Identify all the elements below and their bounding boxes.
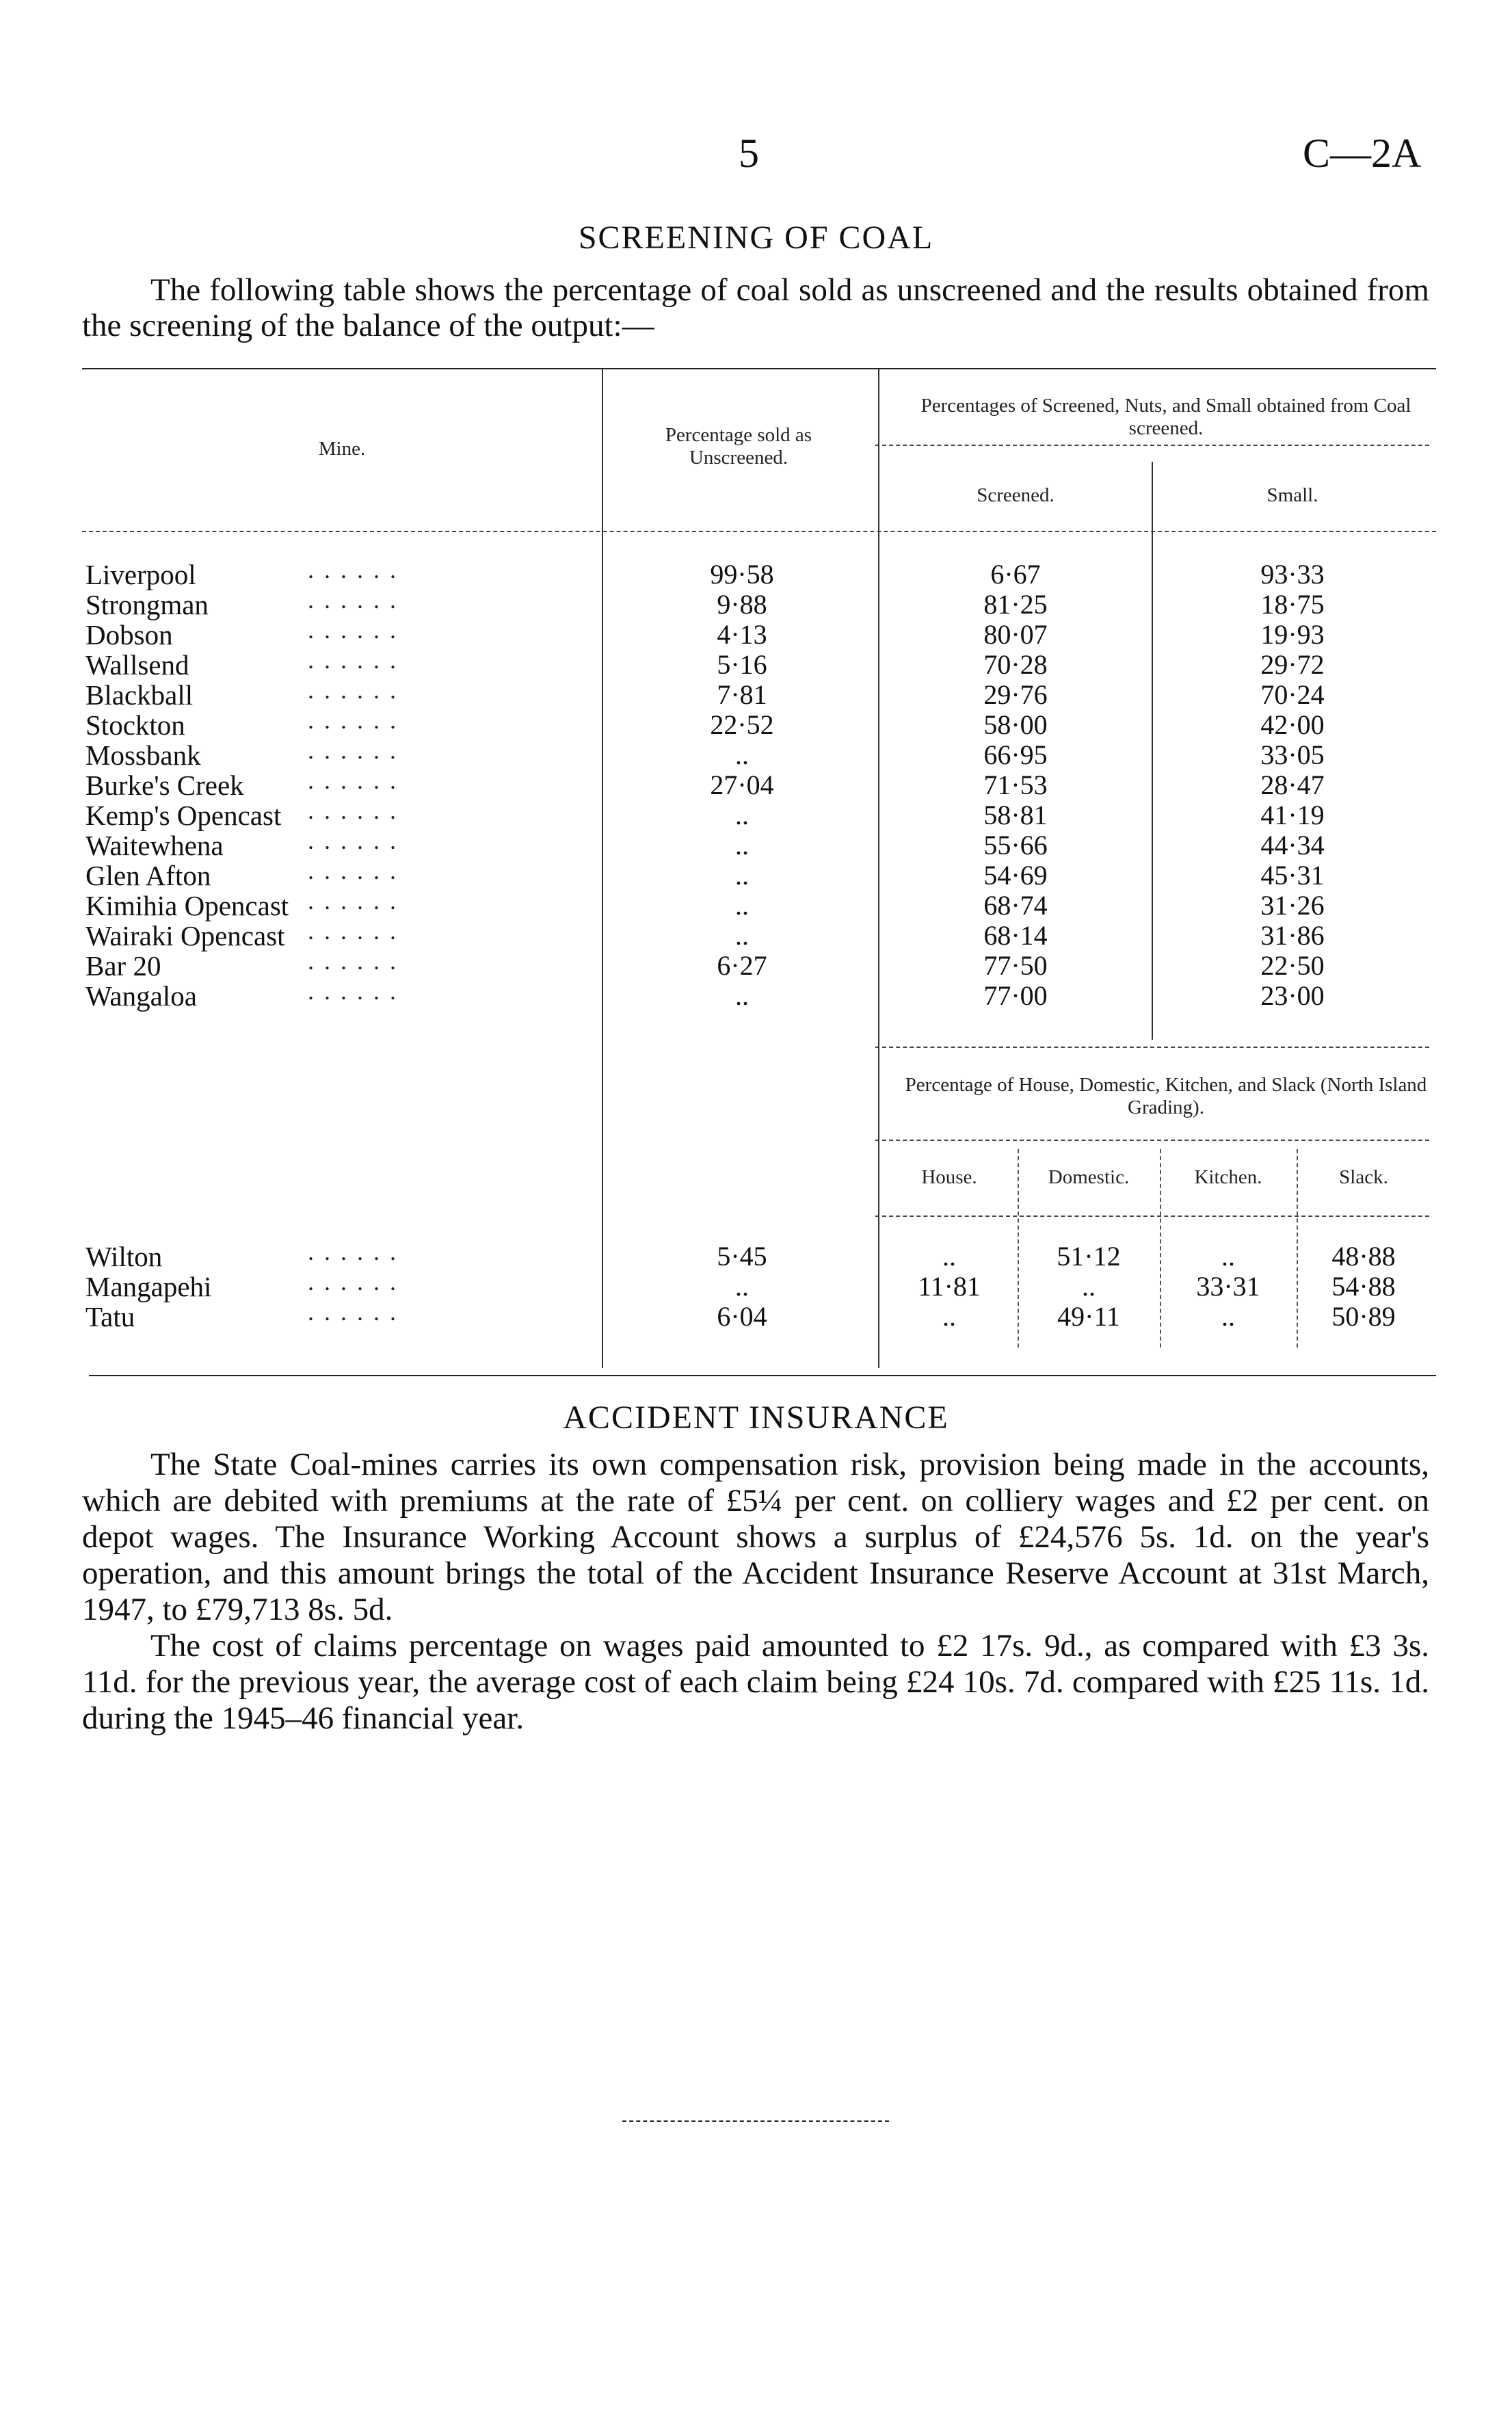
mine-name: Wilton xyxy=(85,1241,163,1272)
leader-dots: . . . . . . xyxy=(308,646,398,674)
slack-value: 54·88 xyxy=(1331,1271,1396,1302)
mine-name: Dobson xyxy=(85,619,173,651)
mine-name: Wallsend xyxy=(85,649,189,681)
slack-value: 50·89 xyxy=(1331,1301,1396,1332)
screened-value: 70·28 xyxy=(983,649,1048,680)
mine-name: Mangapehi xyxy=(85,1271,212,1302)
small-value: 93·33 xyxy=(1260,559,1325,590)
small-value: 44·34 xyxy=(1260,830,1325,860)
page-number: 5 xyxy=(739,131,759,176)
small-value: 31·86 xyxy=(1260,920,1325,951)
screening-intro xyxy=(82,272,1429,343)
table-bottom-rule xyxy=(89,1375,1436,1376)
col-header-mine: Mine. xyxy=(318,438,366,460)
col-header-group2: Percentage of House, Domestic, Kitchen, and Slack (North Island Grading). xyxy=(905,1074,1427,1118)
kitchen-value: 33·31 xyxy=(1196,1271,1260,1302)
section-title-screening: SCREENING OF COAL xyxy=(578,220,934,256)
small-value: 29·72 xyxy=(1260,649,1325,680)
leader-dots: . . . . . . xyxy=(308,1298,398,1326)
leader-dots: . . . . . . xyxy=(308,857,398,884)
mine-name: Stockton xyxy=(85,709,185,741)
house-value: .. xyxy=(942,1241,956,1272)
col-header-small: Small. xyxy=(1266,484,1318,506)
unscreened-value: .. xyxy=(735,920,749,951)
small-value: 18·75 xyxy=(1260,589,1325,620)
unscreened-value: 27·04 xyxy=(710,770,774,800)
screened-value: 77·00 xyxy=(983,980,1048,1011)
screened-value: 71·53 xyxy=(983,770,1048,800)
unscreened-value: .. xyxy=(735,800,749,830)
mine-name: Tatu xyxy=(85,1301,135,1332)
mine-name: Waitewhena xyxy=(85,830,224,861)
col-divider-3 xyxy=(1152,462,1153,1040)
document-reference: C—2A xyxy=(1303,131,1422,176)
house-value: 11·81 xyxy=(918,1271,981,1302)
table-top-rule xyxy=(82,368,1436,369)
col-header-slack: Slack. xyxy=(1339,1166,1388,1188)
paragraph-text: The cost of claims percentage on wages paid amounted to £2 17s. 9d., as compared with £3 3s. 11d. for the previous year, the average cost of each claim being £24 10s. 7d. compared with £25 11s. 1d. during the 1945–46 financial year. xyxy=(82,1628,1429,1736)
screened-value: 29·76 xyxy=(983,679,1048,710)
unscreened-value: 6·04 xyxy=(717,1301,767,1332)
unscreened-value: 6·27 xyxy=(717,950,767,981)
screened-value: 77·50 xyxy=(983,950,1048,981)
mine-name: Kemp's Opencast xyxy=(85,800,282,831)
small-value: 70·24 xyxy=(1260,679,1325,710)
col-divider-2 xyxy=(878,369,879,1368)
leader-dots: . . . . . . xyxy=(308,917,398,945)
leader-dots: . . . . . . xyxy=(308,737,398,764)
mine-name: Blackball xyxy=(85,679,194,711)
unscreened-value: .. xyxy=(735,890,749,921)
leader-dots: . . . . . . xyxy=(308,1238,398,1265)
leader-dots: . . . . . . xyxy=(308,977,398,1005)
unscreened-value: 22·52 xyxy=(710,709,774,740)
paragraph-text: The State Coal-mines carries its own compensation risk, provision being made in the accounts, which are debited with premiums at the rate of £5¼ per cent. on colliery wages and £2 per cent. on depot wages. The Insurance Working Account shows a surplus of £24,576 5s. 1d. on the year's operation, and this amount brings the total of the Accident Insurance Reserve Account at 31st March, 1947, to £79,713 8s. 5d. xyxy=(82,1447,1429,1627)
unscreened-value: .. xyxy=(735,739,749,770)
domestic-value: .. xyxy=(1082,1271,1096,1302)
col-header-unscreened: Percentage sold as Unscreened. xyxy=(665,424,812,469)
screened-value: 81·25 xyxy=(983,589,1048,620)
unscreened-value: .. xyxy=(735,860,749,891)
leader-dots: . . . . . . xyxy=(308,556,398,583)
insurance-paragraph-1 xyxy=(82,1447,1429,1628)
unscreened-value: 5·45 xyxy=(717,1241,767,1272)
unscreened-value: .. xyxy=(735,1271,749,1302)
screened-value: 80·07 xyxy=(983,619,1048,650)
leader-dots: . . . . . . xyxy=(308,586,398,614)
house-value: .. xyxy=(942,1301,956,1332)
screened-value: 54·69 xyxy=(983,860,1048,891)
screened-value: 68·74 xyxy=(983,890,1048,921)
mine-name: Liverpool xyxy=(85,559,196,590)
screened-value: 66·95 xyxy=(983,739,1048,770)
screened-value: 58·00 xyxy=(983,709,1048,740)
mine-name: Wangaloa xyxy=(85,980,197,1012)
leader-dots: . . . . . . xyxy=(308,947,398,975)
kitchen-value: .. xyxy=(1221,1301,1235,1332)
small-value: 23·00 xyxy=(1260,980,1325,1011)
small-value: 41·19 xyxy=(1260,800,1325,830)
small-value: 22·50 xyxy=(1260,950,1325,981)
col-header-screened: Screened. xyxy=(977,484,1055,506)
col-header-domestic: Domestic. xyxy=(1048,1166,1130,1188)
leader-dots: . . . . . . xyxy=(308,707,398,734)
group2-header-bottom-rule xyxy=(875,1215,1429,1217)
screened-value: 6·67 xyxy=(990,559,1041,590)
mine-name: Strongman xyxy=(85,589,209,620)
unscreened-value: 5·16 xyxy=(717,649,767,680)
leader-dots: . . . . . . xyxy=(308,887,398,915)
mine-name: Burke's Creek xyxy=(85,770,244,801)
screened-value: 55·66 xyxy=(983,830,1048,860)
small-value: 33·05 xyxy=(1260,739,1325,770)
unscreened-value: 7·81 xyxy=(717,679,767,710)
small-value: 28·47 xyxy=(1260,770,1325,800)
mine-name: Kimihia Opencast xyxy=(85,890,289,921)
mine-name: Wairaki Opencast xyxy=(85,920,285,951)
insurance-paragraph-2 xyxy=(82,1628,1429,1737)
small-value: 42·00 xyxy=(1260,709,1325,740)
domestic-value: 49·11 xyxy=(1057,1301,1120,1332)
group2-under-rule xyxy=(875,1140,1429,1141)
col-divider-1 xyxy=(602,369,603,1368)
col-header-kitchen: Kitchen. xyxy=(1194,1166,1262,1188)
unscreened-value: .. xyxy=(735,830,749,860)
unscreened-value: .. xyxy=(735,980,749,1011)
small-value: 31·26 xyxy=(1260,890,1325,921)
unscreened-value: 9·88 xyxy=(717,589,767,620)
unscreened-value: 4·13 xyxy=(717,619,767,650)
closing-rule xyxy=(622,2120,889,2122)
unscreened-value: 99·58 xyxy=(710,559,774,590)
leader-dots: . . . . . . xyxy=(308,797,398,824)
slack-value: 48·88 xyxy=(1331,1241,1396,1272)
screened-value: 58·81 xyxy=(983,800,1048,830)
small-value: 19·93 xyxy=(1260,619,1325,650)
leader-dots: . . . . . . xyxy=(308,1268,398,1296)
domestic-value: 51·12 xyxy=(1057,1241,1121,1272)
leader-dots: . . . . . . xyxy=(308,827,398,854)
group2-top-rule xyxy=(875,1047,1429,1048)
leader-dots: . . . . . . xyxy=(308,616,398,644)
small-value: 45·31 xyxy=(1260,860,1325,891)
screened-value: 68·14 xyxy=(983,920,1048,951)
mine-name: Bar 20 xyxy=(85,950,161,982)
group1-under-rule xyxy=(875,445,1429,446)
leader-dots: . . . . . . xyxy=(308,767,398,794)
mine-name: Mossbank xyxy=(85,739,201,771)
section-title-insurance: ACCIDENT INSURANCE xyxy=(563,1399,949,1436)
col-header-group1: Percentages of Screened, Nuts, and Small obtained from Coal screened. xyxy=(920,395,1411,439)
header-bottom-rule xyxy=(82,531,1436,532)
col-header-house: House. xyxy=(921,1166,977,1188)
leader-dots: . . . . . . xyxy=(308,676,398,704)
kitchen-value: .. xyxy=(1221,1241,1235,1272)
intro-text: The following table shows the percentage of coal sold as unscreened and the results obtained from the screening of the balance of the output:— xyxy=(82,272,1429,343)
mine-name: Glen Afton xyxy=(85,860,211,891)
